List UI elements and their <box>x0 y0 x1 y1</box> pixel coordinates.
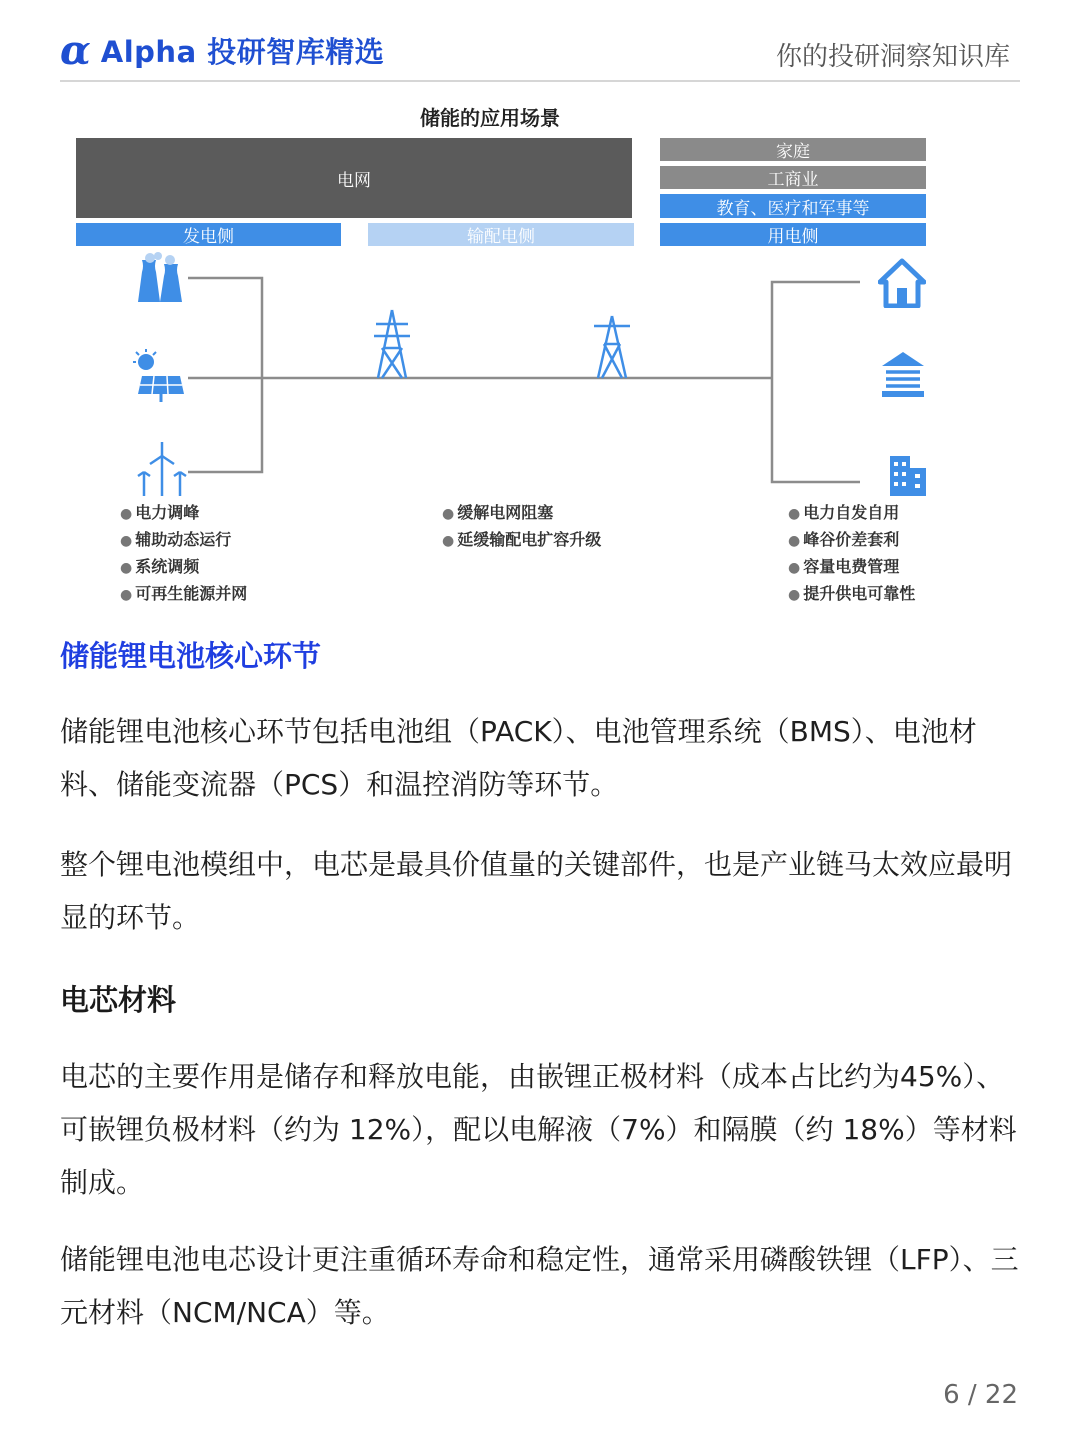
distribution-tower-icon <box>592 314 632 380</box>
list-item: ● 电力自发自用 <box>788 500 915 527</box>
brand-name: Alpha 投研智库精选 <box>100 35 385 69</box>
commerce-block: 工商业 <box>660 166 926 189</box>
list-item: ● 系统调频 <box>120 554 247 581</box>
list-item: ● 辅助动态运行 <box>120 527 247 554</box>
list-item: ● 可再生能源并网 <box>120 581 247 608</box>
public-sector-block: 教育、医疗和军事等 <box>660 194 926 218</box>
consumption-side-points <box>788 500 915 608</box>
page-header <box>60 28 1020 82</box>
consumption-side-label: 用电侧 <box>660 223 926 246</box>
section-heading-core-links: 储能锂电池核心环节 <box>60 639 322 673</box>
solar-panel-icon <box>130 348 186 404</box>
transmission-side-points <box>442 500 601 554</box>
power-plant-icon <box>134 252 186 304</box>
grid-block: 电网 <box>76 138 632 218</box>
paragraph: 整个锂电池模组中，电芯是最具价值量的关键部件，也是产业链马太效应最明显的环节。 <box>60 848 1013 934</box>
transmission-tower-icon <box>372 308 412 380</box>
list-item: ● 峰谷价差套利 <box>788 527 915 554</box>
list-item: ● 提升供电可靠性 <box>788 581 915 608</box>
alpha-logo-icon: α <box>60 26 91 74</box>
figure-title: 储能的应用场景 <box>420 106 560 130</box>
header-tagline: 你的投研洞察知识库 <box>775 42 1010 72</box>
list-item: ● 缓解电网阻塞 <box>442 500 601 527</box>
energy-storage-scenarios-figure <box>60 92 1020 612</box>
list-item: ● 容量电费管理 <box>788 554 915 581</box>
commercial-building-icon <box>880 350 926 398</box>
list-item: ● 电力调峰 <box>120 500 247 527</box>
home-icon <box>878 258 926 308</box>
generation-side-points <box>120 500 247 608</box>
paragraph: 储能锂电池电芯设计更注重循环寿命和稳定性，通常采用磷酸铁锂（LFP）、三元材料（NCM/NCA）等。 <box>60 1243 1019 1329</box>
paragraph: 电芯的主要作用是储存和释放电能，由嵌锂正极材料（成本占比约为45%）、可嵌锂负极材料（约为 12%），配以电解液（7%）和隔膜（约 18%）等材料制成。 <box>60 1060 1017 1199</box>
page-number: 6 / 22 <box>943 1380 1018 1410</box>
section-heading-cell-materials: 电芯材料 <box>60 983 177 1017</box>
transmission-side-label: 输配电侧 <box>368 223 634 246</box>
paragraph: 储能锂电池核心环节包括电池组（PACK）、电池管理系统（BMS）、电池材料、储能变流器（PCS）和温控消防等环节。 <box>60 715 977 801</box>
generation-side-label: 发电侧 <box>76 223 341 246</box>
home-block: 家庭 <box>660 138 926 161</box>
office-building-icon <box>888 454 928 498</box>
list-item: ● 延缓输配电扩容升级 <box>442 527 601 554</box>
wind-turbine-icon <box>134 440 190 498</box>
brand-logo[interactable] <box>60 26 385 74</box>
